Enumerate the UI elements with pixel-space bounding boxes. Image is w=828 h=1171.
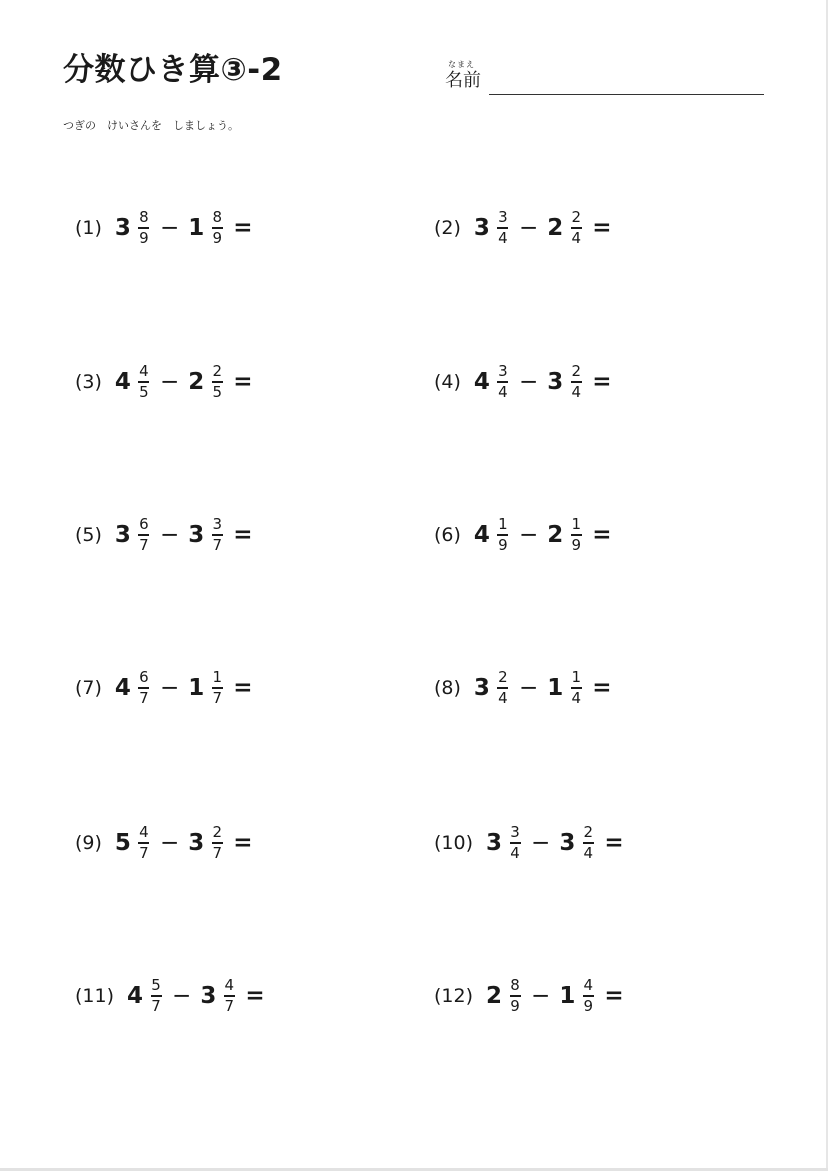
minuend-fraction (149, 977, 163, 1015)
subtrahend-numerator: 4 (583, 976, 594, 995)
subtrahend-whole: 3 (559, 830, 576, 856)
minuend-fraction (508, 824, 522, 862)
minus-sign: − (159, 369, 180, 395)
subtrahend-whole: 3 (200, 983, 217, 1009)
subtrahend-denominator: 4 (571, 688, 581, 707)
subtrahend-whole: 2 (547, 215, 564, 241)
subtrahend-denominator: 7 (212, 688, 222, 707)
subtrahend-numerator: 2 (571, 362, 581, 381)
problem-number: (9) (75, 832, 102, 854)
minuend-denominator: 9 (498, 535, 508, 554)
subtrahend-numerator: 4 (224, 976, 235, 995)
problem-number: (3) (75, 371, 102, 393)
minuend-numerator: 3 (498, 208, 508, 227)
minuend-fraction (137, 209, 151, 247)
subtrahend-denominator: 5 (212, 382, 222, 401)
problem-item (75, 666, 253, 710)
minuend-numerator: 4 (139, 823, 149, 842)
subtrahend-denominator: 9 (212, 228, 222, 247)
minuend-denominator: 9 (139, 228, 149, 247)
minuend-numerator: 4 (139, 362, 149, 381)
subtrahend-fraction (210, 516, 224, 554)
problem-number: (1) (75, 217, 102, 239)
subtrahend-fraction (210, 824, 224, 862)
problem-item (75, 206, 253, 250)
minus-sign: − (531, 983, 551, 1009)
subtrahend-numerator: 2 (583, 823, 594, 842)
subtrahend-fraction (569, 669, 583, 707)
problem-number: (2) (434, 217, 461, 239)
subtrahend-denominator: 4 (571, 382, 581, 401)
subtrahend-numerator: 2 (571, 208, 581, 227)
minuend-fraction (137, 363, 151, 401)
minus-sign: − (172, 983, 192, 1009)
worksheet-title: 分数ひき算③-2 (63, 52, 283, 88)
subtrahend-fraction (222, 977, 236, 1015)
minuend-denominator: 5 (139, 382, 149, 401)
subtrahend-whole: 1 (547, 675, 564, 701)
subtrahend-numerator: 1 (212, 668, 222, 687)
subtrahend-numerator: 1 (571, 515, 581, 534)
subtrahend-fraction (581, 977, 595, 1015)
problem-item (75, 360, 253, 404)
minuend-whole: 2 (486, 983, 503, 1009)
subtrahend-whole: 3 (188, 522, 205, 548)
equals-sign: = (233, 522, 253, 548)
minuend-fraction (496, 516, 510, 554)
problem-item (75, 974, 265, 1018)
subtrahend-whole: 3 (547, 369, 564, 395)
minuend-whole: 3 (473, 675, 490, 701)
minus-sign: − (518, 215, 539, 241)
subtrahend-whole: 2 (547, 522, 564, 548)
minuend-numerator: 2 (498, 668, 508, 687)
minuend-denominator: 4 (498, 688, 508, 707)
subtrahend-whole: 1 (188, 675, 205, 701)
minuend-whole: 5 (114, 830, 131, 856)
problem-number: (12) (434, 985, 474, 1007)
minus-sign: − (159, 215, 180, 241)
name-ruby: なまえ (448, 60, 475, 69)
name-write-line[interactable] (489, 94, 764, 95)
minuend-denominator: 4 (498, 228, 508, 247)
subtrahend-numerator: 1 (571, 668, 581, 687)
minuend-numerator: 6 (139, 668, 149, 687)
subtrahend-fraction (581, 824, 595, 862)
subtrahend-fraction (210, 669, 224, 707)
subtrahend-fraction (210, 363, 224, 401)
subtrahend-whole: 1 (559, 983, 576, 1009)
problem-item (434, 666, 612, 710)
minuend-whole: 4 (473, 369, 490, 395)
problem-number: (8) (434, 677, 461, 699)
problem-item (75, 821, 253, 865)
problem-number: (7) (75, 677, 102, 699)
minuend-denominator: 7 (139, 688, 149, 707)
problem-number: (4) (434, 371, 461, 393)
minus-sign: − (159, 675, 180, 701)
subtrahend-denominator: 7 (212, 843, 222, 862)
minuend-numerator: 8 (139, 208, 149, 227)
subtrahend-whole: 1 (188, 215, 205, 241)
minuend-fraction (496, 363, 510, 401)
minuend-denominator: 7 (139, 843, 149, 862)
minuend-numerator: 6 (139, 515, 149, 534)
subtrahend-numerator: 8 (212, 208, 222, 227)
subtrahend-fraction (210, 209, 224, 247)
subtrahend-fraction (569, 363, 583, 401)
minuend-denominator: 7 (151, 996, 161, 1015)
problem-number: (11) (75, 985, 115, 1007)
minuend-whole: 4 (473, 522, 490, 548)
subtrahend-fraction (569, 209, 583, 247)
minuend-numerator: 1 (498, 515, 508, 534)
problem-item (75, 513, 253, 557)
problem-item (434, 360, 612, 404)
minuend-numerator: 3 (498, 362, 508, 381)
problem-number: (6) (434, 524, 461, 546)
minuend-numerator: 8 (510, 976, 520, 995)
problem-item (434, 513, 612, 557)
subtrahend-whole: 3 (188, 830, 205, 856)
minuend-fraction (496, 669, 510, 707)
minuend-fraction (137, 516, 151, 554)
minuend-whole: 3 (473, 215, 490, 241)
problem-number: (5) (75, 524, 102, 546)
minuend-denominator: 7 (139, 535, 149, 554)
equals-sign: = (233, 675, 253, 701)
equals-sign: = (592, 675, 612, 701)
minuend-fraction (137, 669, 151, 707)
equals-sign: = (592, 522, 612, 548)
problem-item (434, 206, 612, 250)
equals-sign: = (592, 369, 612, 395)
equals-sign: = (592, 215, 612, 241)
minus-sign: − (518, 522, 539, 548)
minus-sign: − (518, 369, 539, 395)
name-label: 名前 (445, 70, 481, 91)
subtrahend-denominator: 4 (583, 843, 594, 862)
minuend-whole: 3 (486, 830, 503, 856)
subtrahend-fraction (569, 516, 583, 554)
subtrahend-denominator: 4 (571, 228, 581, 247)
subtrahend-numerator: 3 (212, 515, 222, 534)
instruction-text: つぎの けいさんを しましょう。 (63, 119, 239, 132)
minuend-fraction (496, 209, 510, 247)
minuend-whole: 4 (114, 675, 131, 701)
subtrahend-denominator: 7 (224, 996, 235, 1015)
minuend-numerator: 3 (510, 823, 520, 842)
minus-sign: − (159, 522, 180, 548)
subtrahend-denominator: 7 (212, 535, 222, 554)
problem-item (434, 821, 624, 865)
subtrahend-whole: 2 (188, 369, 205, 395)
subtrahend-denominator: 9 (583, 996, 594, 1015)
minus-sign: − (518, 675, 539, 701)
minuend-fraction (137, 824, 151, 862)
subtrahend-numerator: 2 (212, 362, 222, 381)
minuend-whole: 3 (114, 522, 131, 548)
subtrahend-numerator: 2 (212, 823, 222, 842)
minuend-denominator: 4 (498, 382, 508, 401)
minuend-denominator: 9 (510, 996, 520, 1015)
minuend-whole: 4 (127, 983, 144, 1009)
minus-sign: − (531, 830, 551, 856)
minuend-fraction (508, 977, 522, 1015)
subtrahend-denominator: 9 (571, 535, 581, 554)
equals-sign: = (233, 830, 253, 856)
minus-sign: − (159, 830, 180, 856)
minuend-denominator: 4 (510, 843, 520, 862)
minuend-numerator: 5 (151, 976, 161, 995)
equals-sign: = (604, 983, 624, 1009)
problem-number: (10) (434, 832, 474, 854)
minuend-whole: 4 (114, 369, 131, 395)
equals-sign: = (233, 369, 253, 395)
minuend-whole: 3 (114, 215, 131, 241)
problem-item (434, 974, 624, 1018)
equals-sign: = (604, 830, 624, 856)
equals-sign: = (245, 983, 265, 1009)
equals-sign: = (233, 215, 253, 241)
